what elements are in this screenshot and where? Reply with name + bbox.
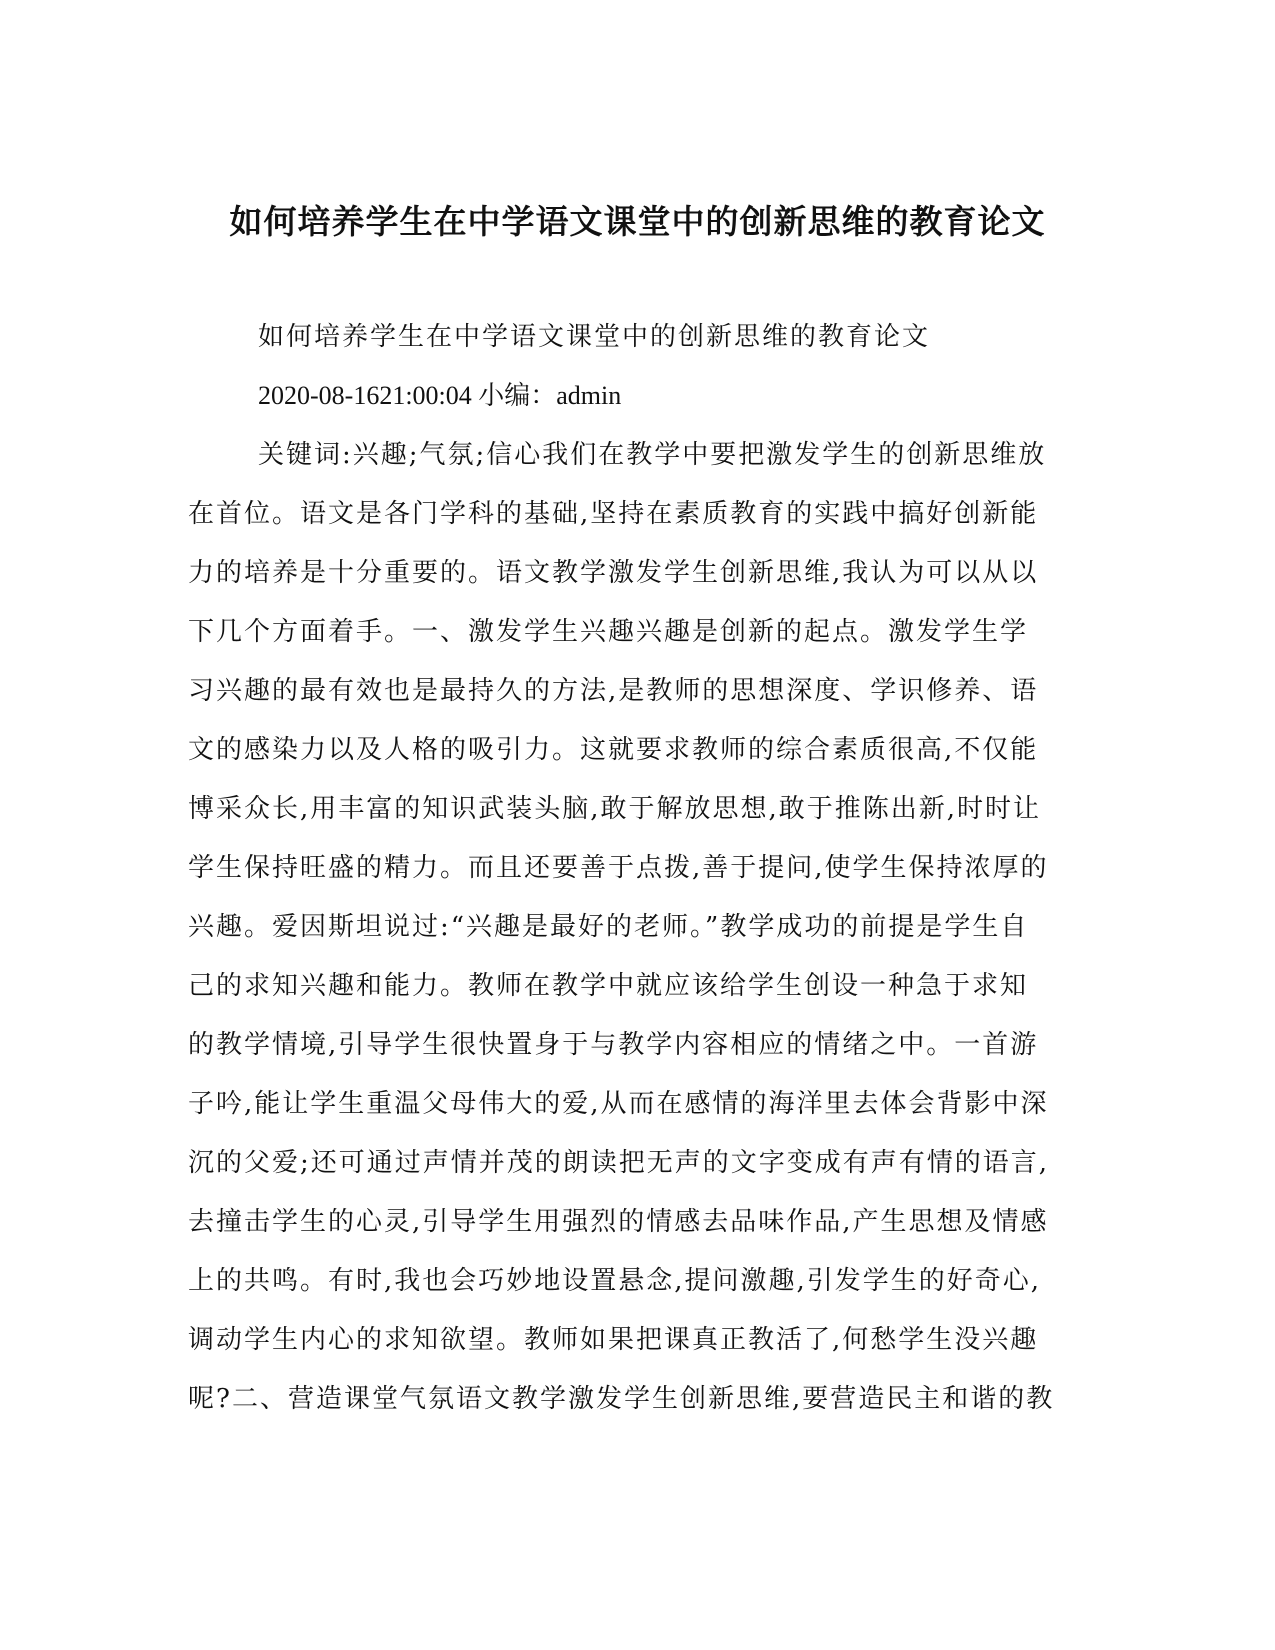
document-subtitle: 如何培养学生在中学语文课堂中的创新思维的教育论文: [258, 322, 931, 352]
paragraph-line: 己的求知兴趣和能力。教师在教学中就应该给学生创设一种急于求知: [188, 971, 1029, 1001]
paragraph-line: 学生保持旺盛的精力。而且还要善于点拨,善于提问,使学生保持浓厚的: [188, 853, 1049, 883]
paragraph-line: 沉的父爱;还可通过声情并茂的朗读把无声的文字变成有声有情的语言,: [188, 1148, 1050, 1178]
document-meta: 2020-08-1621:00:04 小编：admin: [258, 381, 622, 410]
paragraph-line: 的教学情境,引导学生很快置身于与教学内容相应的情绪之中。一首游: [188, 1030, 1039, 1060]
paragraph-line: 上的共鸣。有时,我也会巧妙地设置悬念,提问激趣,引发学生的好奇心,: [188, 1266, 1042, 1296]
paragraph-line: 子吟,能让学生重温父母伟大的爱,从而在感情的海洋里去体会背影中深: [188, 1089, 1049, 1119]
paragraph-line: 习兴趣的最有效也是最持久的方法,是教师的思想深度、学识修养、语: [188, 676, 1039, 706]
paragraph-line: 去撞击学生的心灵,引导学生用强烈的情感去品味作品,产生思想及情感: [188, 1207, 1049, 1237]
paragraph-line: 在首位。语文是各门学科的基础,坚持在素质教育的实践中搞好创新能: [188, 499, 1039, 529]
paragraph-line: 下几个方面着手。一、激发学生兴趣兴趣是创新的起点。激发学生学: [188, 617, 1029, 647]
paragraph-line: 力的培养是十分重要的。语文教学激发学生创新思维,我认为可以从以: [188, 558, 1039, 588]
paragraph-line: 调动学生内心的求知欲望。教师如果把课真正教活了,何愁学生没兴趣: [188, 1325, 1039, 1355]
page-title: 如何培养学生在中学语文课堂中的创新思维的教育论文: [229, 202, 1046, 241]
paragraph-line: 文的感染力以及人格的吸引力。这就要求教师的综合素质很高,不仅能: [188, 735, 1039, 765]
paragraph-line: 关键词:兴趣;气氛;信心我们在教学中要把激发学生的创新思维放: [258, 440, 1047, 470]
paragraph-line: 兴趣。爱因斯坦说过:“兴趣是最好的老师。”教学成功的前提是学生自: [188, 912, 1029, 942]
paragraph-line: 呢?二、营造课堂气氛语文教学激发学生创新思维,要营造民主和谐的教: [188, 1384, 1055, 1414]
paragraph-line: 博采众长,用丰富的知识武装头脑,敢于解放思想,敢于推陈出新,时时让: [188, 794, 1042, 824]
